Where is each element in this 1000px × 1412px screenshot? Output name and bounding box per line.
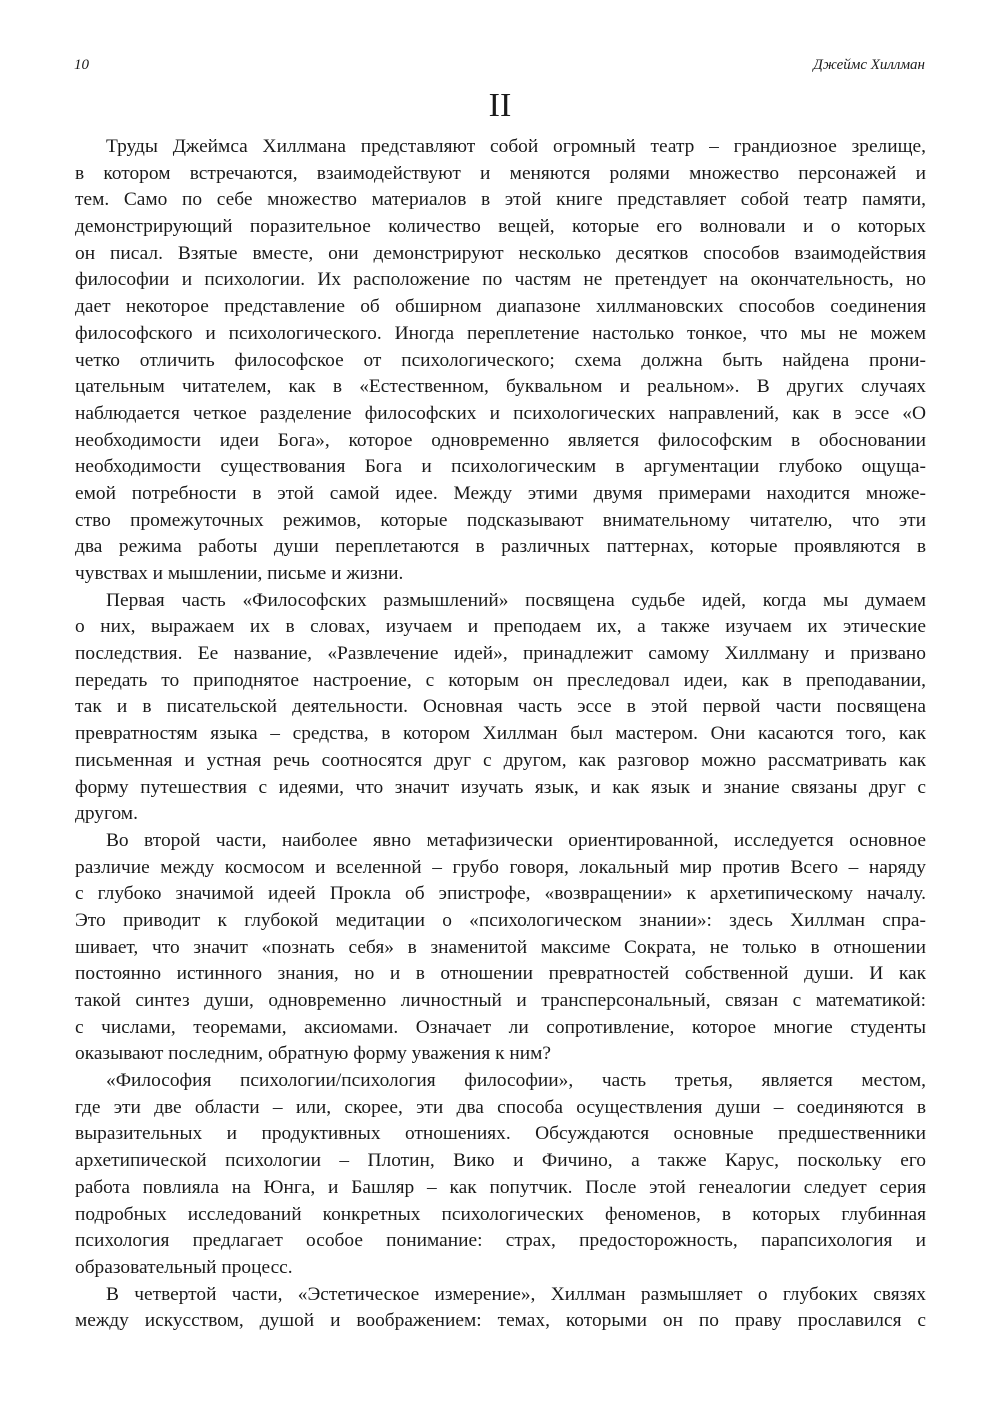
body-text [75, 134, 926, 1335]
text-line: подробных исследований конкретных психологических феноменов, в которых глубинная [75, 1203, 926, 1225]
text-line: наблюдается четкое разделение философских и психологических направлений, как в эссе «О [75, 402, 926, 424]
text-line: с глубоко значимой идеей Прокла об эпистрофе, «возвращении» к архетипическому началу. [75, 883, 926, 905]
running-title: Джеймс Хиллман [813, 57, 925, 73]
page-number: 10 [74, 57, 89, 73]
text-line: два режима работы души переплетаются в различных паттернах, которые проявляются в [75, 536, 926, 558]
text-line: Это приводит к глубокой медитации о «психологическом знании»: здесь Хиллман спра- [75, 909, 926, 931]
section-title: II [488, 87, 512, 124]
text-line: последствия. Ее название, «Развлечение идей», принадлежит самому Хиллману и призвано [75, 643, 926, 665]
text-line: передать то приподнятое настроение, с которым он преследовал идеи, как в преподавании, [75, 669, 926, 691]
text-line: философского и психологического. Иногда переплетение настолько тонкое, что мы не можем [75, 322, 926, 344]
text-line: работа повлияла на Юнга, и Башляр – как попутчик. После этой генеалогии следует серия [75, 1176, 926, 1198]
text-line: различие между космосом и вселенной – грубо говоря, локальный мир против Всего – наряду [75, 856, 926, 878]
paragraph [75, 828, 926, 1068]
paragraph [75, 1282, 926, 1335]
text-line: превратностям языка – средства, в котором Хиллман был мастером. Они касаются того, как [75, 723, 926, 745]
text-line: четко отличить философское от психологического; схема должна быть найдена прони- [75, 349, 926, 371]
text-line: психология предлагает особое понимание: страх, предосторожность, парапсихология и [75, 1230, 926, 1252]
text-line: образовательный процесс. [75, 1256, 293, 1278]
paragraph [75, 588, 926, 828]
text-line: Во второй части, наиболее явно метафизически ориентированной, исследуется основное [106, 829, 926, 851]
text-line: между искусством, душой и воображением: темах, которыми он по праву прославился с [75, 1310, 926, 1332]
text-line: В четвертой части, «Эстетическое измерение», Хиллман размышляет о глубоких связях [106, 1283, 926, 1305]
text-line: письменная и устная речь соотносятся друг с другом, как разговор можно рассматривать как [75, 749, 926, 771]
text-line: о них, выражаем их в словах, изучаем и преподаем их, а также изучаем их этические [75, 616, 926, 638]
text-line: философии и психологии. Их расположение по частям не претендует на окончательность, но [75, 269, 926, 291]
text-line: в котором встречаются, взаимодействуют и меняются ролями множество персонажей и [75, 162, 926, 184]
text-line: с числами, теоремами, аксиомами. Означает ли сопротивление, которое многие студенты [75, 1016, 926, 1038]
text-line: необходимости идеи Бога», которое одновременно является философским в обосновании [75, 429, 926, 451]
text-line: так и в писательской деятельности. Основная часть эссе в этой первой части посвящена [75, 696, 926, 718]
text-line: он писал. Взятые вместе, они демонстрируют несколько десятков способов взаимодействия [75, 242, 926, 264]
text-line: где эти две области – или, скорее, эти два способа осуществления души – соединяются в [75, 1096, 926, 1118]
text-line: другом. [75, 803, 138, 825]
text-line: ство промежуточных режимов, которые подсказывают внимательному читателю, что эти [75, 509, 926, 531]
text-line: шивает, что значит «познать себя» в знаменитой максиме Сократа, не только в отношении [75, 936, 926, 958]
paragraph [75, 1068, 926, 1282]
text-line: демонстрирующий поразительное количество вещей, которые его волновали и о которых [75, 216, 926, 238]
text-line: цательным читателем, как в «Естественном, буквальном и реальном». В других случаях [75, 376, 926, 398]
text-line: оказывают последним, обратную форму уважения к ним? [75, 1043, 552, 1065]
text-line: постоянно истинного знания, но и в отношении превратностей собственной души. И как [75, 963, 926, 985]
text-line: архетипической психологии – Плотин, Вико и Фичино, а также Карус, поскольку его [75, 1150, 926, 1172]
text-line: тем. Само по себе множество материалов в этой книге представляет собой театр памяти, [75, 189, 926, 211]
text-line: «Философия психологии/психология философии», часть третья, является местом, [106, 1070, 926, 1092]
text-line: такой синтез души, одновременно личностный и трансперсональный, связан с математикой: [75, 990, 926, 1011]
text-line: дает некоторое представление об обширном диапазоне хиллмановских способов соединения [75, 296, 926, 318]
text-line: выразительных и продуктивных отношениях. Обсуждаются основные предшественники [75, 1123, 926, 1145]
text-line: Труды Джеймса Хиллмана представляют собой огромный театр – грандиозное зрелище, [106, 136, 926, 157]
text-line: Первая часть «Философских размышлений» посвящена судьбе идей, когда мы думаем [106, 589, 926, 611]
text-line: форму путешествия с идеями, что значит изучать язык, и как язык и знание связаны друг с [75, 776, 926, 798]
paragraph [75, 134, 926, 588]
text-line: чувствах и мышлении, письме и жизни. [75, 563, 404, 584]
text-line: необходимости существования Бога и психологическим в аргументации глубоко ощуща- [75, 456, 926, 478]
text-line: емой потребности в этой самой идее. Между этими двумя примерами находится множе- [75, 482, 926, 504]
